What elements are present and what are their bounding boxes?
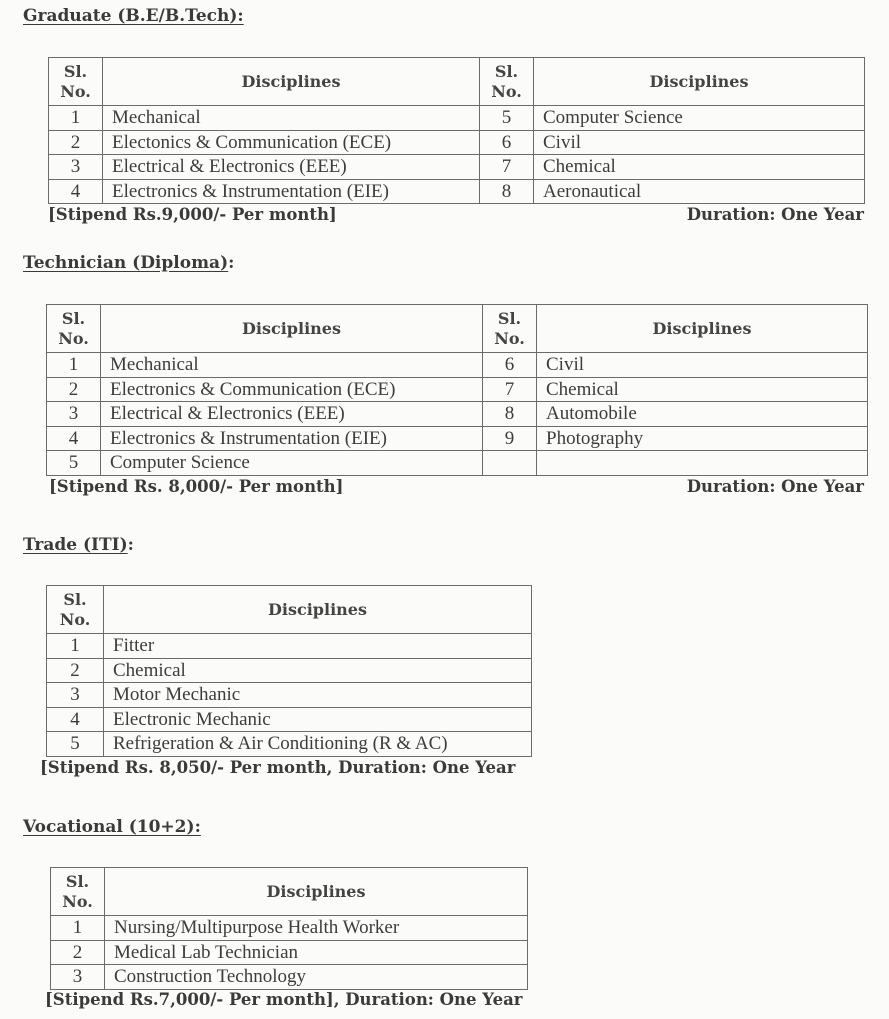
sl-cell: 7	[483, 377, 537, 402]
discipline-cell: Electronics & Communication (ECE)	[101, 377, 483, 402]
sl-cell: 2	[51, 940, 105, 965]
discipline-cell: Nursing/Multipurpose Health Worker	[105, 916, 528, 941]
discipline-cell: Chemical	[534, 155, 865, 180]
table-header-row	[51, 868, 528, 916]
table-header-row	[47, 586, 532, 634]
sl-cell: 3	[47, 683, 104, 708]
discipline-cell: Automobile	[537, 402, 868, 427]
sl-cell: 1	[47, 353, 101, 378]
table-row	[47, 732, 532, 757]
table-row	[49, 106, 865, 131]
table-row	[51, 940, 528, 965]
sl-cell: 2	[47, 658, 104, 683]
sl-no-header: Sl. No.	[51, 868, 105, 916]
discipline-cell: Civil	[537, 353, 868, 378]
disciplines-header: Disciplines	[101, 305, 483, 353]
discipline-cell: Chemical	[104, 658, 532, 683]
sl-cell: 1	[49, 106, 103, 131]
sl-cell: 5	[480, 106, 534, 131]
sl-cell: 6	[480, 130, 534, 155]
discipline-cell-empty	[537, 451, 868, 476]
disciplines-header: Disciplines	[105, 868, 528, 916]
duration-note: Duration: One Year	[686, 205, 864, 224]
disciplines-header: Disciplines	[534, 58, 865, 106]
table-row	[47, 377, 868, 402]
discipline-cell: Electronic Mechanic	[104, 707, 532, 732]
discipline-cell: Mechanical	[103, 106, 480, 131]
sl-cell: 2	[47, 377, 101, 402]
stipend-duration-note: [Stipend Rs. 8,050/- Per month, Duration: One Year	[40, 758, 516, 777]
table-row	[47, 426, 868, 451]
sl-cell: 1	[47, 634, 104, 659]
trade-disciplines-table	[46, 585, 532, 757]
duration-note: Duration: One Year	[686, 477, 864, 496]
sl-no-header: Sl. No.	[47, 305, 101, 353]
section-heading-trade: Trade (ITI):	[23, 535, 134, 555]
discipline-cell: Computer Science	[101, 451, 483, 476]
sl-cell: 7	[480, 155, 534, 180]
sl-no-header: Sl. No.	[47, 586, 104, 634]
sl-cell: 1	[51, 916, 105, 941]
sl-cell: 9	[483, 426, 537, 451]
sl-cell: 5	[47, 451, 101, 476]
discipline-cell: Electrical & Electronics (EEE)	[101, 402, 483, 427]
table-row	[49, 130, 865, 155]
table-row	[47, 658, 532, 683]
discipline-cell: Civil	[534, 130, 865, 155]
discipline-cell: Chemical	[537, 377, 868, 402]
discipline-cell: Electronics & Instrumentation (EIE)	[103, 179, 480, 204]
discipline-cell: Mechanical	[101, 353, 483, 378]
table-row	[47, 634, 532, 659]
discipline-cell: Medical Lab Technician	[105, 940, 528, 965]
sl-cell: 2	[49, 130, 103, 155]
table-row	[49, 179, 865, 204]
table-row	[47, 353, 868, 378]
discipline-cell: Computer Science	[534, 106, 865, 131]
sl-cell: 8	[480, 179, 534, 204]
section-heading-vocational: Vocational (10+2):	[23, 817, 201, 837]
table-row	[47, 707, 532, 732]
sl-no-header: Sl. No.	[49, 58, 103, 106]
sl-cell: 6	[483, 353, 537, 378]
discipline-cell: Aeronautical	[534, 179, 865, 204]
sl-no-header: Sl. No.	[483, 305, 537, 353]
sl-cell: 8	[483, 402, 537, 427]
sl-no-header: Sl. No.	[480, 58, 534, 106]
technician-disciplines-table	[46, 304, 868, 476]
table-row	[47, 451, 868, 476]
sl-cell: 3	[47, 402, 101, 427]
discipline-cell: Fitter	[104, 634, 532, 659]
discipline-cell: Electrical & Electronics (EEE)	[103, 155, 480, 180]
sl-cell-empty	[483, 451, 537, 476]
table-row	[51, 916, 528, 941]
table-row	[47, 402, 868, 427]
discipline-cell: Construction Technology	[105, 965, 528, 990]
stipend-note: [Stipend Rs. 8,000/- Per month]	[49, 477, 344, 496]
sl-cell: 4	[47, 426, 101, 451]
sl-cell: 5	[47, 732, 104, 757]
discipline-cell: Electonics & Communication (ECE)	[103, 130, 480, 155]
discipline-cell: Refrigeration & Air Conditioning (R & AC)	[104, 732, 532, 757]
graduate-disciplines-table	[48, 57, 865, 204]
sl-cell: 4	[49, 179, 103, 204]
vocational-disciplines-table	[50, 867, 528, 990]
stipend-note: [Stipend Rs.9,000/- Per month]	[48, 205, 337, 224]
disciplines-header: Disciplines	[103, 58, 480, 106]
sl-cell: 3	[51, 965, 105, 990]
table-row	[49, 155, 865, 180]
section-heading-technician: Technician (Diploma):	[23, 253, 235, 273]
sl-cell: 3	[49, 155, 103, 180]
table-row	[51, 965, 528, 990]
table-row	[47, 683, 532, 708]
disciplines-header: Disciplines	[104, 586, 532, 634]
sl-cell: 4	[47, 707, 104, 732]
section-heading-graduate: Graduate (B.E/B.Tech):	[23, 6, 244, 26]
discipline-cell: Photography	[537, 426, 868, 451]
disciplines-header: Disciplines	[537, 305, 868, 353]
stipend-duration-note: [Stipend Rs.7,000/- Per month], Duration: One Year	[45, 990, 523, 1009]
discipline-cell: Motor Mechanic	[104, 683, 532, 708]
table-header-row	[49, 58, 865, 106]
discipline-cell: Electronics & Instrumentation (EIE)	[101, 426, 483, 451]
table-header-row	[47, 305, 868, 353]
